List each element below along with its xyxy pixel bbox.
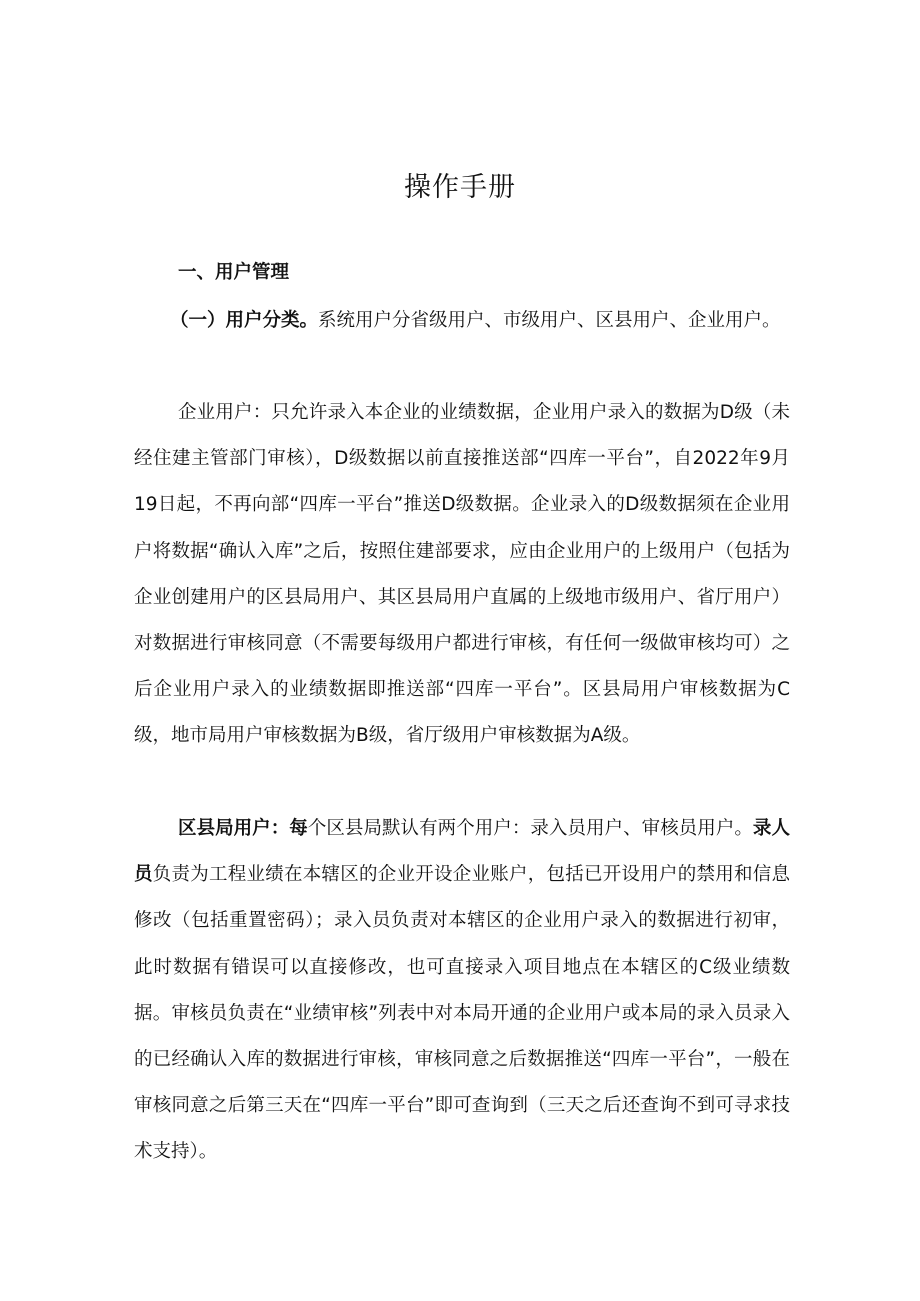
document-title: 操作手册 [404,172,516,203]
county-users-detail-text: 负责为工程业绩在本辖区的企业开设企业账户，包括已开设用户的禁用和信息修改（包括重置密码）；录入员负责对本辖区的企业用户录入的数据进行初审，此时数据有错误可以直接修改，也可直接录入项目地点在本辖区的C级业绩数据。审核员负责在“业绩审核”列表中对本局开通的企业用户或本局的录入员录入的已经确认入库的数据进行审核，审核同意之后数据推送“四库一平台”，一般在审核同意之后第三天在“四库一平台”即可查询到（三天之后还查询不到可寻求技术支持）。 [134,864,790,1163]
paragraph-user-classification [134,298,790,344]
county-users-intro-text: 个区县局默认有两个用户：录入员用户、审核员用户。 [307,818,753,839]
paragraph-county-users [134,806,790,1176]
recorder-label: 录人员 [134,818,790,886]
county-users-label: 区县局用户：每 [178,818,308,839]
user-classification-text: 系统用户分省级用户、市级用户、区县用户、企业用户。 [318,310,781,331]
paragraph-enterprise-users [134,390,790,760]
enterprise-users-text: 企业用户：只允许录入本企业的业绩数据，企业用户录入的数据为D级（未经住建主管部门审核），D级数据以前直接推送部“四库一平台”，自2022年9月19日起，不再向部“四库一平台”推送D级数据。企业录入的D级数据须在企业用户将数据“确认入库”之后，按照住建部要求，应由企业用户的上级用户（包括为企业创建用户的区县局用户、其区县局用户直属的上级地市级用户、省厅用户）对数据进行审核同意（不需要每级用户都进行审核，有任何一级做审核均可）之后企业用户录入的业绩数据即推送部“四库一平台”。区县局用户审核数据为C级，地市局用户审核数据为B级，省厅级用户审核数据为A级。 [134,402,790,747]
subsection-label-user-classification: （一）用户分类。 [170,310,319,331]
section-heading-user-management: 一、用户管理 [178,262,290,283]
